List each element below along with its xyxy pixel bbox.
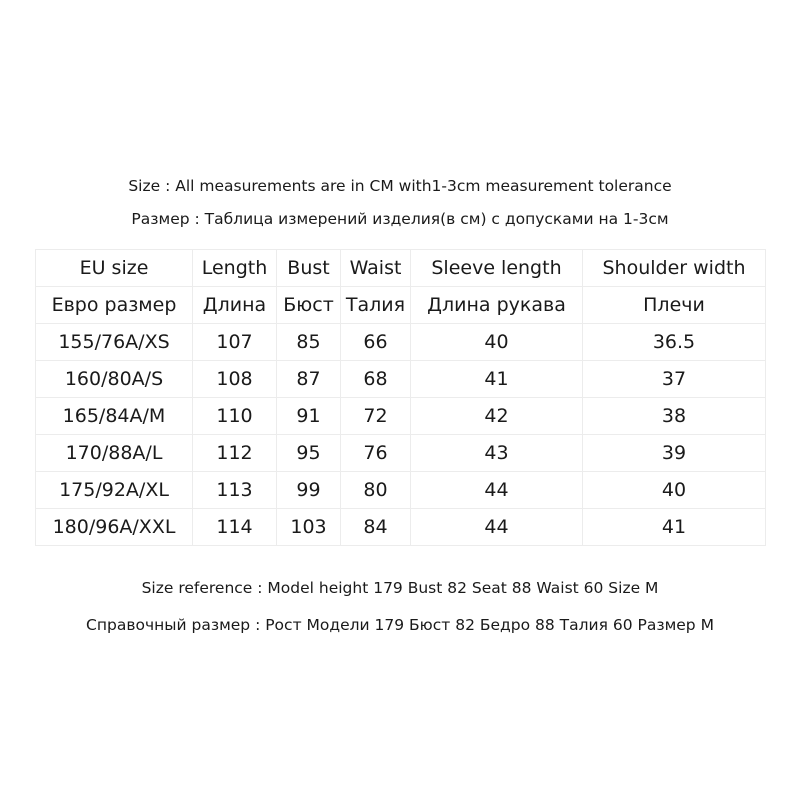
- table-cell: 40: [411, 324, 583, 361]
- table-cell: 85: [277, 324, 341, 361]
- table-row: [36, 509, 766, 546]
- table-cell: 95: [277, 435, 341, 472]
- table-header-row-en: [36, 250, 766, 287]
- size-reference-en: Size reference : Model height 179 Bust 82 Seat 88 Waist 60 Size M: [141, 579, 659, 597]
- table-cell: 84: [341, 509, 411, 546]
- table-header-row-ru: [36, 287, 766, 324]
- table-row: [36, 361, 766, 398]
- table-cell: 112: [193, 435, 277, 472]
- table-cell: 43: [411, 435, 583, 472]
- header-cell: Shoulder width: [583, 250, 766, 287]
- table-cell: 170/88A/L: [36, 435, 193, 472]
- table-cell: 38: [583, 398, 766, 435]
- header-cell: Bust: [277, 250, 341, 287]
- table-cell: 180/96A/XXL: [36, 509, 193, 546]
- table-cell: 110: [193, 398, 277, 435]
- header-cell: Длина рукава: [411, 287, 583, 324]
- table-cell: 108: [193, 361, 277, 398]
- table-cell: 40: [583, 472, 766, 509]
- header-cell: Евро размер: [36, 287, 193, 324]
- table-cell: 113: [193, 472, 277, 509]
- table-cell: 103: [277, 509, 341, 546]
- table-row: [36, 435, 766, 472]
- table-cell: 36.5: [583, 324, 766, 361]
- header-cell: Waist: [341, 250, 411, 287]
- table-cell: 80: [341, 472, 411, 509]
- table-cell: 175/92A/XL: [36, 472, 193, 509]
- table-cell: 41: [411, 361, 583, 398]
- table-cell: 39: [583, 435, 766, 472]
- header-cell: EU size: [36, 250, 193, 287]
- measurement-note-ru: Размер : Таблица измерений изделия(в см) с допусками на 1-3см: [131, 210, 669, 228]
- table-cell: 155/76A/XS: [36, 324, 193, 361]
- size-chart-table: [35, 249, 766, 546]
- table-cell: 42: [411, 398, 583, 435]
- table-cell: 87: [277, 361, 341, 398]
- table-row: [36, 398, 766, 435]
- table-cell: 160/80A/S: [36, 361, 193, 398]
- header-cell: Талия: [341, 287, 411, 324]
- measurement-note-en: Size : All measurements are in CM with1-3cm measurement tolerance: [128, 177, 672, 195]
- size-reference-ru: Справочный размер : Рост Модели 179 Бюст 82 Бедро 88 Талия 60 Размер M: [86, 616, 714, 634]
- table-row: [36, 472, 766, 509]
- header-cell: Длина: [193, 287, 277, 324]
- table-cell: 44: [411, 472, 583, 509]
- table-cell: 76: [341, 435, 411, 472]
- header-cell: Sleeve length: [411, 250, 583, 287]
- table-cell: 41: [583, 509, 766, 546]
- table-cell: 91: [277, 398, 341, 435]
- table-cell: 114: [193, 509, 277, 546]
- table-cell: 68: [341, 361, 411, 398]
- header-cell: Бюст: [277, 287, 341, 324]
- table-cell: 44: [411, 509, 583, 546]
- table-cell: 37: [583, 361, 766, 398]
- table-cell: 99: [277, 472, 341, 509]
- table-cell: 72: [341, 398, 411, 435]
- table-cell: 165/84A/M: [36, 398, 193, 435]
- header-cell: Length: [193, 250, 277, 287]
- table-row: [36, 324, 766, 361]
- table-cell: 66: [341, 324, 411, 361]
- header-cell: Плечи: [583, 287, 766, 324]
- table-cell: 107: [193, 324, 277, 361]
